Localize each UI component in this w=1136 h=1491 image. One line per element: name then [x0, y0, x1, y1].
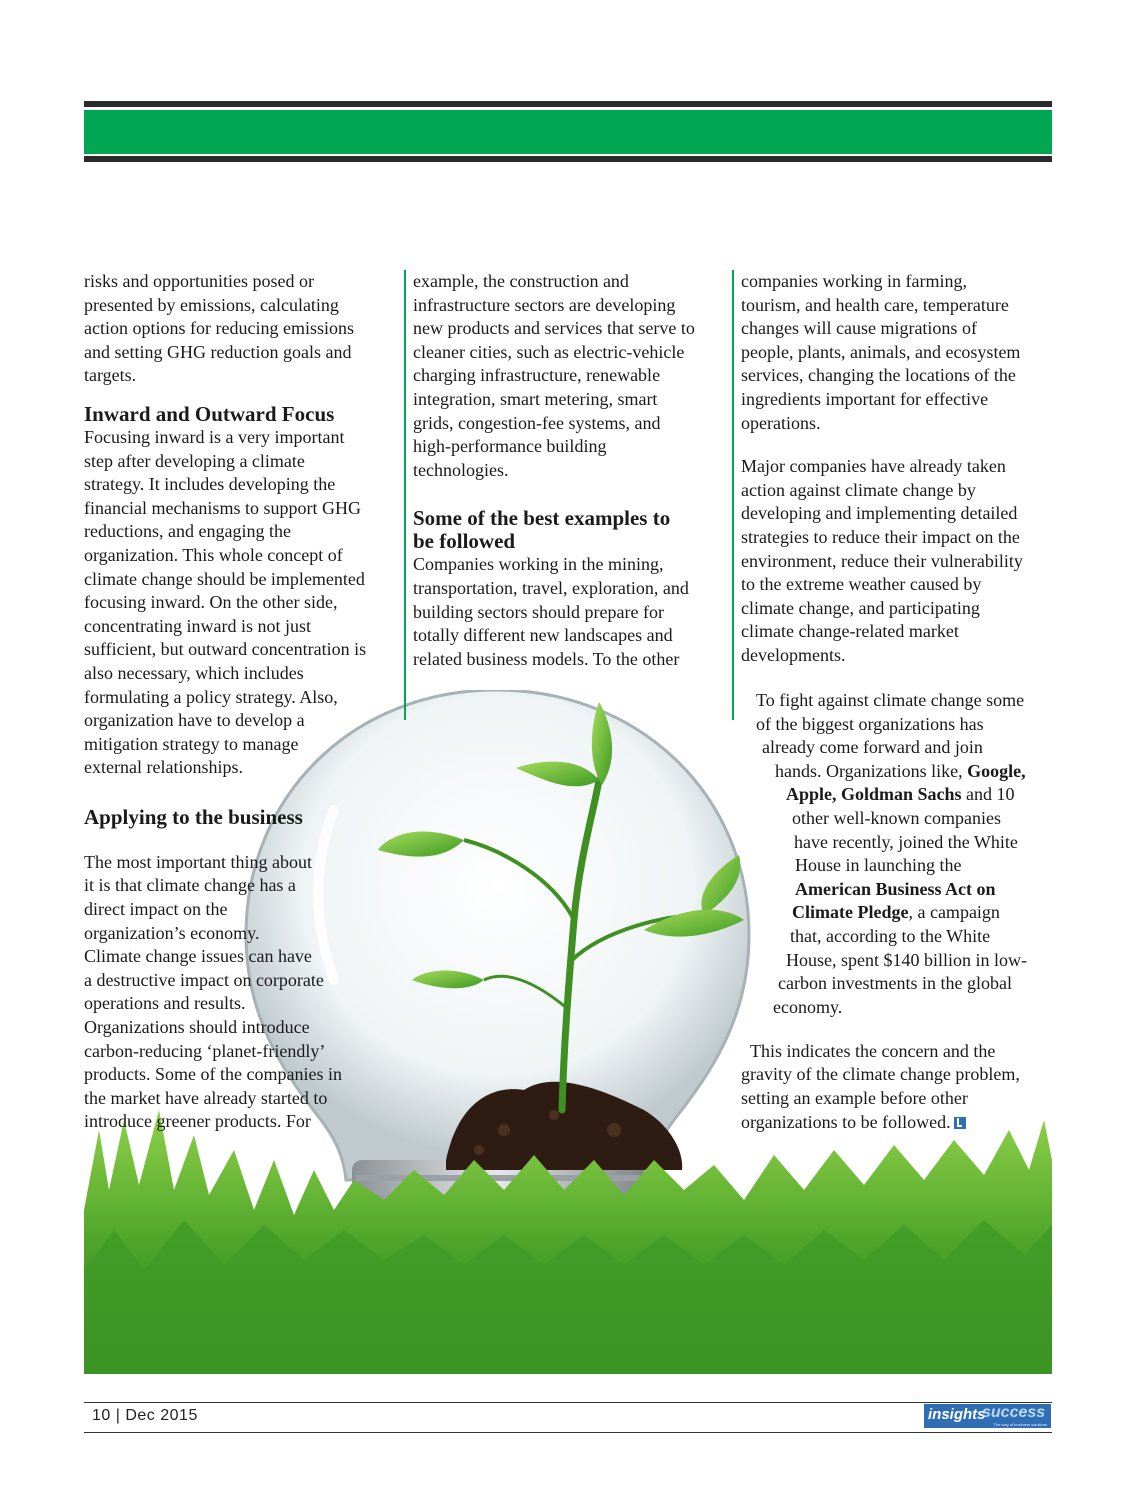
text-line: infrastructure sectors are developing — [413, 294, 676, 315]
text-line: reductions, and engaging the — [84, 521, 291, 542]
text-line: House in launching the — [795, 855, 962, 876]
text-line: step after developing a climate — [84, 450, 305, 471]
text-line: focusing inward. On the other side, — [84, 592, 338, 613]
text-line: The most important thing about — [84, 851, 312, 872]
text-line: strategy. It includes developing the — [84, 474, 336, 495]
header-green-band — [84, 110, 1052, 154]
text-line: Major companies have already taken — [741, 456, 1006, 477]
column-2 — [413, 270, 725, 671]
col1-paragraph-1 — [84, 270, 402, 388]
company-name: Google, — [967, 760, 1026, 781]
text-line: to the extreme weather caused by — [741, 574, 982, 595]
text-line: carbon-reducing ‘planet-friendly’ — [84, 1040, 326, 1061]
text-line: gravity of the climate change problem, — [741, 1064, 1020, 1085]
text-line: Focusing inward is a very important — [84, 426, 345, 447]
text-line: climate change should be implemented — [84, 568, 365, 589]
text-line: operations and results. — [84, 993, 246, 1014]
column-3 — [741, 270, 1053, 668]
col1-paragraph-2 — [84, 426, 402, 780]
text-line: integration, smart metering, smart — [413, 388, 658, 409]
header-top-bar — [84, 101, 1052, 107]
text-line: example, the construction and — [413, 271, 629, 291]
section-heading — [413, 507, 725, 553]
logo-word: success — [982, 1404, 1046, 1421]
text-line: strategies to reduce their impact on the — [741, 526, 1020, 547]
text-line: presented by emissions, calculating — [84, 294, 339, 315]
text-segment: , a campaign — [908, 902, 1000, 923]
text-segment: and 10 — [961, 784, 1015, 805]
text-line — [792, 901, 1000, 925]
text-line: setting an example before other — [741, 1088, 968, 1108]
text-line: developing and implementing detailed — [741, 503, 1018, 524]
text-line: action against climate change by — [741, 479, 976, 500]
text-line: and setting GHG reduction goals and — [84, 341, 352, 362]
footer-top-rule — [84, 1402, 1052, 1403]
text-line: already come forward and join — [762, 737, 983, 758]
text-line: tourism, and health care, temperature — [741, 294, 1009, 315]
text-line: mitigation strategy to manage — [84, 733, 299, 754]
col3-paragraph-2 — [741, 455, 1053, 667]
logo-word: insights — [928, 1406, 986, 1423]
text-line: have recently, joined the White — [794, 831, 1018, 852]
section-heading: Applying to the business — [84, 804, 303, 829]
text-line: a destructive impact on corporate — [84, 969, 324, 990]
col1-paragraph-3 — [84, 851, 402, 1134]
end-of-article-icon — [954, 1117, 966, 1129]
text-line: services, changing the locations of the — [741, 365, 1016, 386]
text-line: totally different new landscapes and — [413, 625, 673, 646]
text-line: direct impact on the — [84, 899, 228, 920]
heading-line: be followed — [413, 529, 516, 554]
text-line: high-performance building — [413, 436, 607, 457]
text-line: To fight against climate change some — [756, 690, 1025, 710]
text-line: environment, reduce their vulnerability — [741, 550, 1023, 571]
text-line: building sectors should prepare for — [413, 601, 664, 622]
footer-bottom-rule — [84, 1432, 1052, 1433]
text-line: Climate change issues can have — [84, 946, 312, 967]
insights-success-logo — [924, 1404, 1051, 1428]
text-line: concentrating inward is not just — [84, 615, 311, 636]
text-line: also necessary, which includes — [84, 662, 304, 683]
text-line: climate change, and participating — [741, 597, 980, 618]
text-line: action options for reducing emissions — [84, 318, 354, 339]
text-line: related business models. To the other — [413, 648, 680, 669]
text-line: changes will cause migrations of — [741, 318, 977, 339]
text-line: companies working in farming, — [741, 271, 967, 291]
section-heading: Inward and Outward Focus — [84, 401, 335, 426]
heading-line: Some of the best examples to — [413, 506, 671, 531]
text-line: transportation, travel, exploration, and — [413, 577, 689, 598]
text-line: products. Some of the companies in — [84, 1064, 342, 1085]
text-line: it is that climate change has a — [84, 875, 296, 896]
text-line: targets. — [84, 365, 137, 386]
text-line: ingredients important for effective — [741, 388, 989, 409]
text-line: other well-known companies — [792, 808, 1001, 828]
text-segment: organizations to be followed. — [741, 1111, 951, 1132]
text-line — [741, 1111, 966, 1135]
logo-tagline: The way of business solutions — [993, 1422, 1047, 1427]
text-line: operations. — [741, 412, 821, 433]
text-segment: hands. Organizations like, — [775, 760, 968, 781]
text-line: formulating a policy strategy. Also, — [84, 686, 338, 707]
text-line: charging infrastructure, renewable — [413, 365, 661, 386]
text-line: climate change-related market — [741, 621, 959, 642]
text-line: This indicates the concern and the — [750, 1040, 996, 1061]
text-line: carbon investments in the global — [778, 973, 1012, 994]
text-line: of the biggest organizations has — [756, 713, 984, 734]
text-line: grids, congestion-fee systems, and — [413, 412, 661, 433]
text-line: organization. This whole concept of — [84, 544, 343, 565]
pledge-name: American Business Act on — [795, 878, 996, 899]
text-line: that, according to the White — [790, 926, 991, 946]
col2-paragraph-1 — [413, 270, 725, 482]
text-line: Organizations should introduce — [84, 1017, 310, 1038]
text-line: Companies working in the mining, — [413, 554, 664, 575]
text-line: economy. — [773, 996, 843, 1017]
col3-paragraph-1 — [741, 270, 1053, 435]
company-name: Apple, Goldman Sachs — [786, 784, 962, 805]
text-line: risks and opportunities posed or — [84, 271, 314, 291]
text-line: people, plants, animals, and ecosystem — [741, 341, 1021, 362]
text-line: organization’s economy. — [84, 922, 260, 943]
column-divider — [732, 270, 734, 720]
text-line: financial mechanisms to support GHG — [84, 497, 361, 518]
text-line — [786, 783, 1015, 807]
column-1 — [84, 270, 402, 1134]
text-line: technologies. — [413, 459, 509, 480]
text-line: cleaner cities, such as electric-vehicle — [413, 341, 685, 362]
pledge-name: Climate Pledge — [792, 902, 909, 923]
header-bottom-bar — [84, 156, 1052, 162]
text-line: introduce greener products. For — [84, 1111, 311, 1132]
text-line: external relationships. — [84, 757, 243, 778]
page-info: 10 | Dec 2015 — [92, 1407, 198, 1424]
text-line: developments. — [741, 644, 846, 665]
text-line: the market have already started to — [84, 1087, 328, 1108]
text-line: sufficient, but outward concentration is — [84, 639, 367, 660]
text-line: new products and services that serve to — [413, 318, 695, 339]
text-line: House, spent $140 billion in low- — [786, 949, 1027, 970]
col2-paragraph-2 — [413, 553, 725, 671]
column-divider — [404, 270, 406, 720]
text-line: organization have to develop a — [84, 710, 305, 731]
text-line — [775, 760, 1026, 784]
